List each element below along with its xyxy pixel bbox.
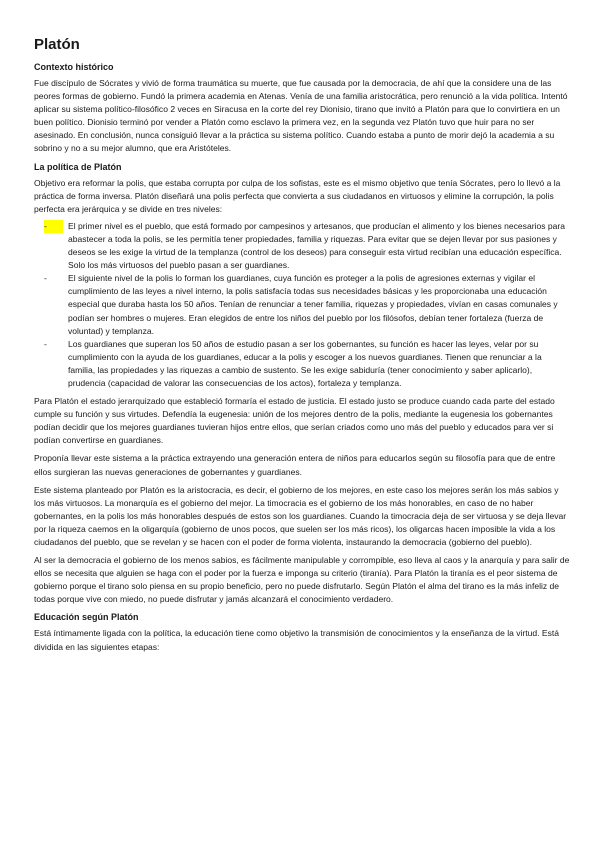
bullet-marker: - (44, 220, 63, 233)
list-item-guardianes (34, 272, 570, 337)
bullet-marker: - (44, 338, 47, 349)
paragraph-politica-intro: Objetivo era reformar la polis, que estaba corrupta por culpa de los sofistas, este es el mismo objetivo que tenía Sócrates, pero lo llevó a la práctica de forma inversa. Platón diseñará una polis perfecta que convierta a sus ciudadanos en virtuosos y elimine la corrupción, la polis perfecta era jerárquica y se divide en tres niveles: (34, 177, 561, 214)
paragraph-aristocracia: Este sistema planteado por Platón es la aristocracia, es decir, el gobierno de los mejores, en este caso los mejores serán los más sabios y los más virtuosos. La monarquía es el gobierno del mejor. La timocracia es el gobierno de los más honorables, en caso de no haber gobernantes, en la polis los más honorables después de estos son los guardianes. Cuando la timocracia deja de ser virtuosa y se deja llevar por la riqueza caemos en la oligarquía (gobierno de unos pocos, que suelen ser los más ricos), los oligarcas hacen imposible la vida a los ciudadanos del pueblo, que se revelan y se hacen con el poder de forma violenta, instaurando la democracia (gobierno del pueblo). (34, 484, 567, 547)
paragraph-contexto: Fue discípulo de Sócrates y vivió de forma traumática su muerte, que fue causada por la democracia, de ahí que la considere una de las peores formas de gobierno. Fundó la primera academia en Atenas. Venía de una familia aristocrática, pero renunció a la vida política. Intentó aplicar su sistema político-filosófico 2 veces en Siracusa en la corte del rey Dionisio, tirano que invitó a Platón para que lo convirtiera en un buen político. Dionisio terminó por vender a Platón como esclavo la primera vez, en la segunda vez Platón tuvo que huir para no ser asesinado. En conclusión, nunca consiguió llevar a la práctica su sistema político. Cuando estaba a punto de morir dejó la academia a su sobrino y no a su mejor alumno, que era Aristóteles. (34, 78, 568, 154)
bullet-marker: - (44, 273, 47, 284)
heading-educacion: Educación según Platón (34, 612, 139, 623)
list-item-text: El siguiente nivel de la polis lo forman los guardianes, cuya función es proteger a la polis de agresiones externas y vigilar el cumplimiento de las leyes a nivel interno, la polis satisfacía todas sus necesidades básicas y les proporcionaba una educación especial que duraba hasta los 50 años. Tenían de renunciar a tener familia, riquezas y propiedades, vivían en casas comunales y podían ser hombres o mujeres. Eran elegidos de entre los niños del pueblo por los filósofos, debían tener fortaleza (fuerza de voluntad) y templanza. (68, 273, 558, 336)
list-item-text: Los guardianes que superan los 50 años de estudio pasan a ser los gobernantes, su función es hacer las leyes, velar por su cumplimiento con la ayuda de los guardianes, educar a la polis y escoger a los nuevos guardianes. Tienen que renunciar a la familia, las propiedades y las riquezas a cambio de sustento. Se les exige sabiduría (tener conocimiento y saber aplicarlo), prudencia (capacidad de valorar las consecuencias de los actos), fortaleza y templanza. (68, 338, 542, 388)
paragraph-estado-justicia: Para Platón el estado jerarquizado que estableció formaría el estado de justicia. El estado justo se produce cuando cada parte del estado cumple su función y sus virtudes. Defendía la eugenesia: unión de los mejores dentro de la polis, mediante la eugenesia los gobernantes podían decidir que los mejores guardianes tuvieran hijos entre ellos, que serían criados como uno más del pueblo y educados para ver si podían convertirse en guardianes. (34, 396, 555, 446)
levels-list (34, 220, 570, 390)
list-item-gobernantes (34, 338, 570, 390)
paragraph-democracia: Al ser la democracia el gobierno de los menos sabios, es fácilmente manipulable y corrompible, eso lleva al caos y la anarquía y para salir de ellos se necesita que alguien se haga con el poder por la fuerza e imponga su criterio (tiranía). Para Platón la tiranía es el peor sistema de gobierno porque el tirano solo piensa en su propio beneficio, pero no puede disfrutarlo. Según Platón el alma del tirano es la más infeliz de todas porque vive con miedo, no puede disfrutar y jamás alcanzará el conocimiento verdadero. (34, 555, 570, 605)
heading-politica-platon: La política de Platón (34, 161, 122, 172)
list-item-pueblo (34, 220, 570, 272)
list-item-text: El primer nivel es el pueblo, que está formado por campesinos y artesanos, que producían el alimento y los bienes necesarios para abastecer a toda la polis, se les permitía tener propiedades, familia y riquezas. Para evitar que se dejen llevar por sus pasiones y deseos se les exige la virtud de la templanza (control de los deseos) para conseguir esta virtud recibían una educación específica. Solo los más virtuosos del pueblo pasan a ser guardianes. (68, 220, 565, 271)
document-page (34, 36, 570, 659)
paragraph-proponia: Proponía llevar este sistema a la práctica extrayendo una generación entera de niños para educarlos según su filosofía para que de entre ellos surgieran las nuevas generaciones de gobernantes y guardianes. (34, 453, 556, 477)
document-title: Platón (34, 36, 80, 53)
paragraph-educacion: Está íntimamente ligada con la política, la educación tiene como objetivo la transmisión de conocimientos y la enseñanza de la virtud. Está dividida en las siguientes etapas: (34, 628, 559, 652)
heading-contexto-historico: Contexto histórico (34, 62, 114, 72)
